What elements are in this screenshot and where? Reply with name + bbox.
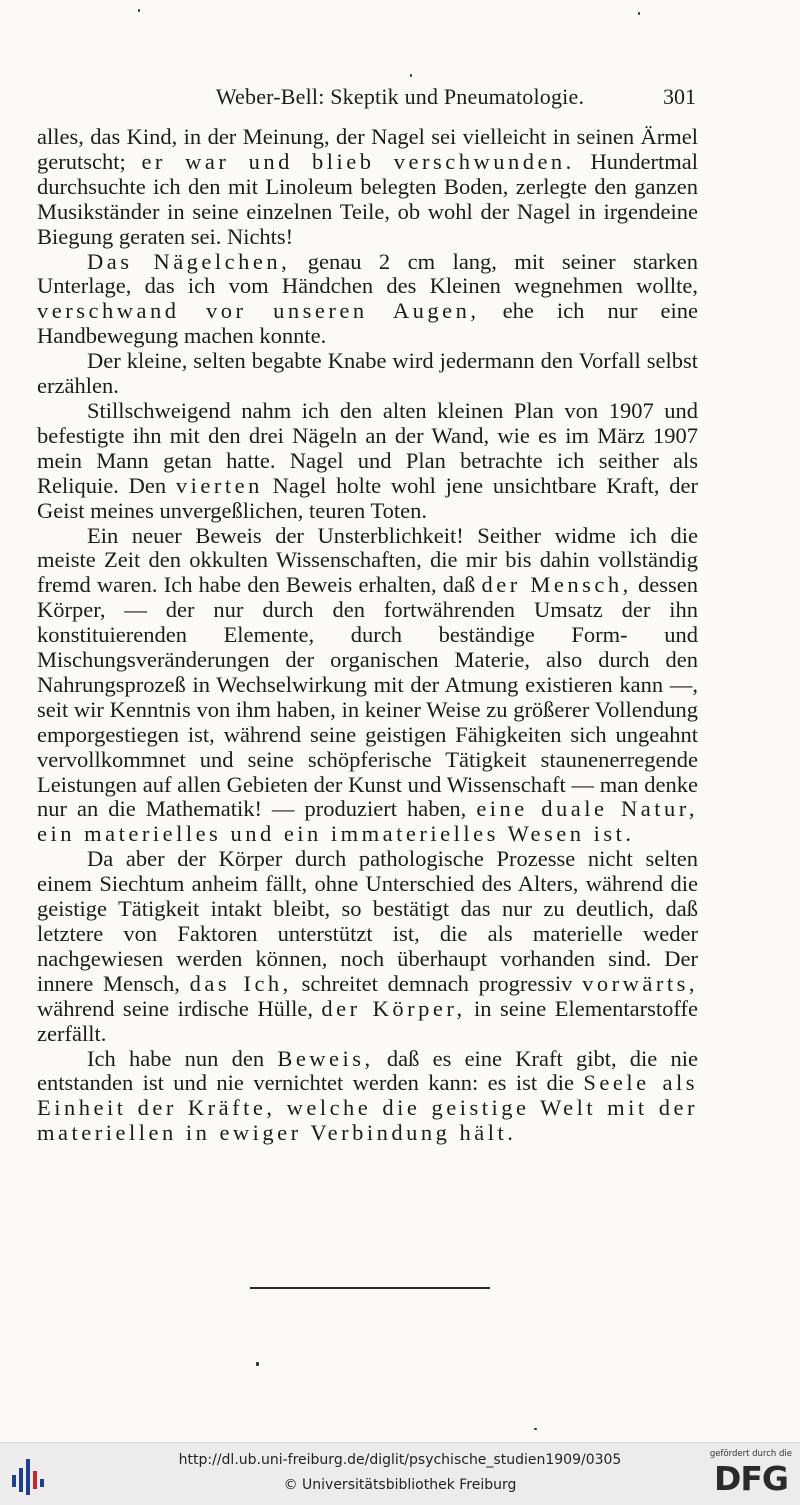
text-run: Stillschweigend nahm ich den alten kleinen Plan von 1907 und befestigte ihn mit den drei Nägeln an der Wand, wie es im März 1907 mein Mann getan hatte. Nagel und Plan betrachte ich seither als Reliquie. Den	[37, 397, 698, 498]
copyright-notice: © Universitätsbibliothek Freiburg	[283, 1477, 517, 1493]
viewer-footer	[0, 1442, 800, 1505]
text-run: alles, das Kind, in der Meinung, der Nagel sei vielleicht in seinen Ärmel gerutscht;	[37, 124, 698, 174]
emphasized-text: Seele als Einheit der Kräfte, welche die geistige Welt mit der materiellen in ewiger Verbindung hält.	[37, 1070, 698, 1146]
text-run: dessen Körper, — der nur durch den fortwährenden Umsatz der ihn konstituierenden Elemente, durch beständige Form- und Mischungsveränderungen der organischen Materie, also durch den Nahrungsprozeß in Wechselwirkung mit der Atmung existieren kann —, seit wir Kenntnis von ihm haben, in keiner Weise zu größerer Vollendung emporgestiegen ist, während seine geistigen Fähigkeiten sich ungeahnt vervollkommnet und seine schöpferische Tätigkeit staunenerregende Leistungen auf allen Gebieten der Kunst und Wissenschaft — man denke nur an die Mathematik! — produziert haben,	[37, 572, 698, 822]
permalink-url[interactable]: http://dl.ub.uni-freiburg.de/diglit/psychische_studien1909/0305	[178, 1452, 622, 1468]
text-run: Ich habe nun den	[87, 1045, 278, 1071]
text-run: Nagel holte wohl jene unsichtbare Kraft, der Geist meines unvergeßlichen, teuren Toten.	[37, 472, 698, 523]
scan-speck	[410, 74, 412, 77]
text-run: genau 2 cm lang, mit seiner starken Unterlage, das ich vom Händchen des Kleinen wegnehmen wollte,	[37, 248, 698, 299]
paragraph	[37, 125, 698, 250]
text-run: schreitet demnach progressiv	[291, 970, 583, 996]
scan-speck	[256, 1362, 259, 1366]
emphasized-text: eine duale Natur, ein materielles und ein immaterielles Wesen ist.	[37, 796, 698, 847]
sponsor-caption: gefördert durch die	[709, 1449, 792, 1459]
paragraph	[37, 1047, 698, 1147]
emphasized-text: verschwand vor unseren Augen,	[37, 298, 480, 324]
emphasized-text: vorwärts,	[582, 970, 698, 996]
text-run: daß es eine Kraft gibt, die nie entstanden ist und nie vernichtet werden kann: es ist die	[37, 1045, 698, 1096]
running-head	[0, 84, 800, 114]
section-rule	[250, 1287, 490, 1289]
text-run: während seine irdische Hülle,	[37, 995, 322, 1021]
scan-speck	[138, 9, 140, 12]
emphasized-text: der Mensch,	[481, 572, 632, 598]
page-number: 301	[663, 84, 696, 109]
text-run: ehe ich nur eine Handbewegung machen konnte.	[37, 298, 698, 349]
paragraph	[37, 524, 698, 848]
text-run: Der kleine, selten begabte Knabe wird jedermann den Vorfall selbst erzählen.	[37, 348, 698, 399]
body-text	[37, 125, 698, 1146]
paragraph	[37, 847, 698, 1046]
text-run: in seine Elementarstoffe zerfällt.	[37, 995, 698, 1046]
paragraph	[37, 399, 698, 524]
emphasized-text: der Körper,	[321, 995, 466, 1021]
running-title: Weber-Bell: Skeptik und Pneumatologie.	[215, 84, 585, 109]
text-run: Hundertmal durchsuchte ich den mit Linoleum belegten Boden, zerlegte den ganzen Musikständer in seine einzelnen Teile, ob wohl der Nagel in irgendeine Biegung geraten sei. Nichts!	[37, 148, 698, 249]
scan-speck	[638, 12, 640, 15]
emphasized-text: Beweis,	[277, 1045, 374, 1071]
emphasized-text: das Ich,	[189, 970, 292, 996]
emphasized-text: Das Nägelchen,	[87, 248, 291, 274]
paragraph	[37, 349, 698, 399]
dfg-logo-text: DFG	[713, 1459, 788, 1498]
paragraph	[37, 250, 698, 350]
dfg-logo[interactable]	[702, 1449, 792, 1501]
text-run: Ein neuer Beweis der Unsterblichkeit! Seither widme ich die meiste Zeit den okkulten Wissenschaften, die mir bis dahin vollständig fremd waren. Ich habe den Beweis erhalten, daß	[37, 522, 698, 598]
emphasized-text: er war und blieb verschwunden.	[141, 148, 575, 174]
scan-speck	[534, 1428, 537, 1430]
emphasized-text: vierten	[175, 472, 263, 498]
text-run: Da aber der Körper durch pathologische Prozesse nicht selten einem Siechtum anheim fällt, ohne Unterschied des Alters, während die geistige Tätigkeit intakt bleibt, so bestätigt das nur zu deutlich, daß letztere von Faktoren unterstützt ist, die als materielle weder nachgewiesen werden können, noch überhaupt vorhanden sind. Der innere Mensch,	[37, 846, 698, 996]
